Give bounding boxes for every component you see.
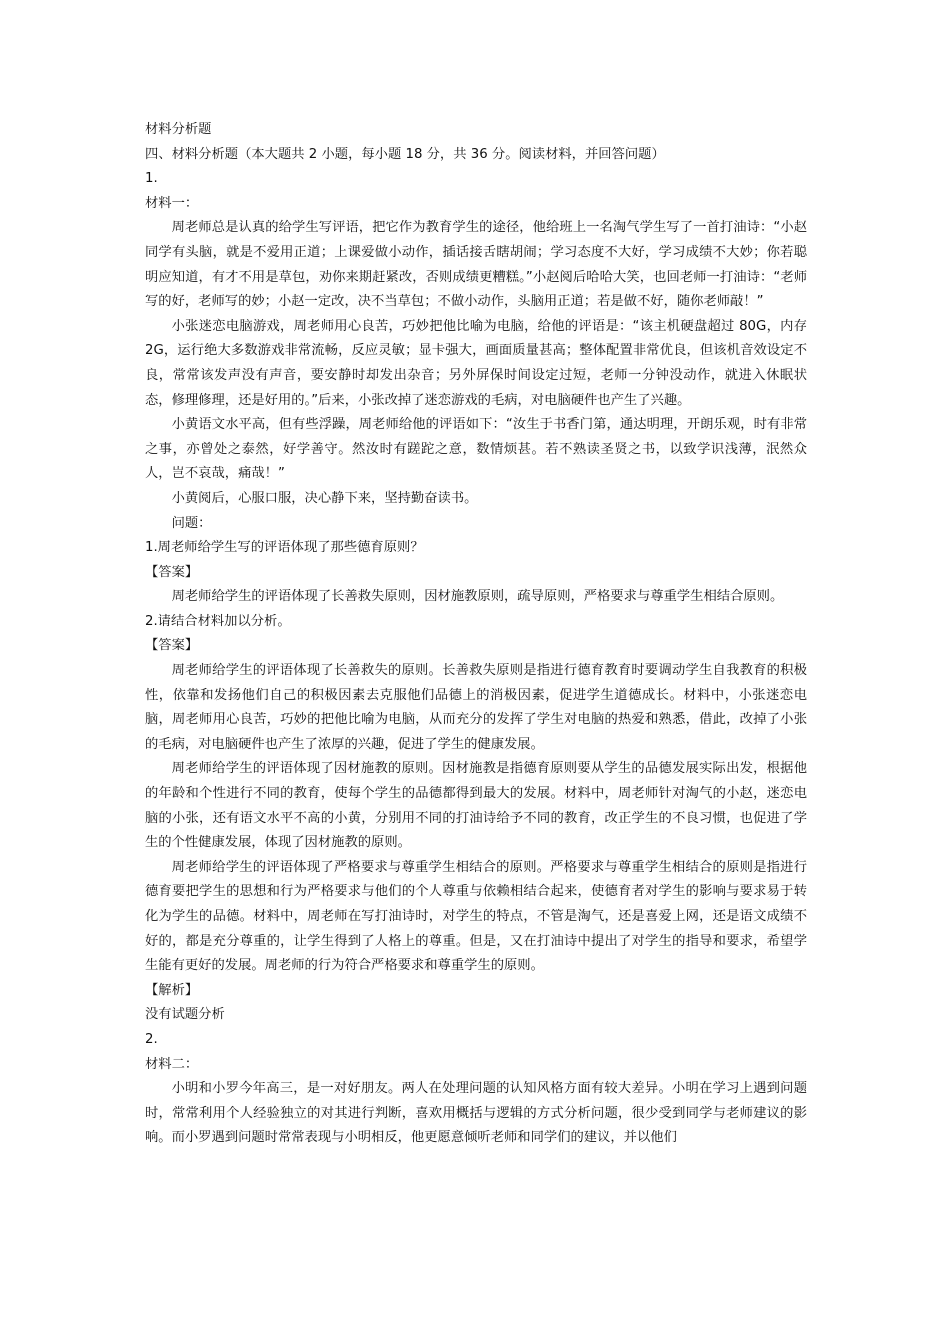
question-heading: 问题： — [171, 515, 212, 531]
analysis-text: 没有试题分析 — [145, 1007, 225, 1023]
document-body — [145, 118, 807, 1151]
material-1-paragraph: 周老师总是认真的给学生写评语，把它作为教育学生的途径，他给班上一名淘气学生写了一首打油诗：“小赵同学有头脑，就是不爱用正道；上课爱做小动作，插话接舌瞎胡闹；学习态度不大好，学习成绩不大妙；你若聪明应知道，有才不用是草包，劝你来期赶紧改，否则成绩更糟糕。”小赵阅后哈哈大笑，也回老师一打油诗：“老师写的好，老师写的妙；小赵一定改，决不当草包；不做小动作，头脑用正道；若是做不好，随你老师敲！” — [145, 220, 807, 310]
question-1-number: 1. — [145, 171, 158, 187]
sub-question-1: 1.周老师给学生写的评语体现了那些德育原则？ — [145, 540, 424, 556]
section-title: 材料分析题 — [145, 122, 212, 137]
answer-paragraph: 周老师给学生的评语体现了因材施教的原则。因材施教是指德育原则要从学生的品德发展实际出发，根据他的年龄和个性进行不同的教育，使每个学生的品德都得到最大的发展。材料中，周老师针对淘气的小赵，迷恋电脑的小张，还有语文水平不高的小黄，分别用不同的打油诗给予不同的教育，改正学生的不良习惯，也促进了学生的个性健康发展，体现了因材施教的原则。 — [145, 761, 807, 851]
answer-paragraph: 周老师给学生的评语体现了严格要求与尊重学生相结合的原则。严格要求与尊重学生相结合的原则是指进行德育要把学生的思想和行为严格要求与他们的个人尊重与依赖相结合起来，使德育者对学生的影响与要求易于转化为学生的品德。材料中，周老师在写打油诗时，对学生的特点，不管是淘气，还是喜爱上网，还是语文成绩不好的，都是充分尊重的，让学生得到了人格上的尊重。但是，又在打油诗中提出了对学生的指导和要求，希望学生能有更好的发展。周老师的行为符合严格要求和尊重学生的原则。 — [145, 859, 807, 974]
section-header: 四、材料分析题（本大题共 2 小题，每小题 18 分，共 36 分。阅读材料，并回答问题） — [145, 146, 665, 162]
answer-label: 【答案】 — [145, 564, 199, 580]
material-1-label: 材料一： — [145, 195, 199, 211]
material-2-paragraph: 小明和小罗今年高三，是一对好朋友。两人在处理问题的认知风格方面有较大差异。小明在学习上遇到问题时，常常利用个人经验独立的对其进行判断，喜欢用概括与逻辑的方式分析问题，很少受到同学与老师建议的影响。而小罗遇到问题时常常表现与小明相反，他更愿意倾听老师和同学们的建议，并以他们 — [145, 1081, 807, 1146]
material-2-label: 材料二： — [145, 1056, 199, 1072]
analysis-label: 【解析】 — [145, 982, 199, 998]
material-1-paragraph: 小黄语文水平高，但有些浮躁，周老师给他的评语如下：“汝生于书香门第，通达明理，开朗乐观，时有非常之事，亦曾处之泰然，好学善守。然汝时有蹉跎之意，数情烦甚。若不熟读圣贤之书，以致学识浅薄，泯然众人，岂不哀哉，痛哉！” — [145, 417, 807, 482]
material-1-paragraph: 小张迷恋电脑游戏，周老师用心良苦，巧妙把他比喻为电脑，给他的评语是：“该主机硬盘超过 80G，内存 2G，运行绝大多数游戏非常流畅，反应灵敏；显卡强大，画面质量甚高；整体配置非常优良，但该机音效设定不良，常常该发声没有声音，要安静时却发出杂音；另外屏保时间设定过短，老师一分钟没动作，就进入休眠状态，修理修理，还是好用的。”后来，小张改掉了迷恋游戏的毛病，对电脑硬件也产生了兴趣。 — [145, 318, 807, 408]
question-2-number: 2. — [145, 1031, 158, 1047]
answer-label: 【答案】 — [145, 638, 199, 654]
material-1-paragraph: 小黄阅后，心服口服，决心静下来，坚持勤奋读书。 — [171, 490, 478, 506]
answer-paragraph: 周老师给学生的评语体现了长善救失的原则。长善救失原则是指进行德育教育时要调动学生自我教育的积极性，依靠和发扬他们自己的积极因素去克服他们品德上的消极因素，促进学生道德成长。材料中，小张迷恋电脑，周老师用心良苦，巧妙的把他比喻为电脑，从而充分的发挥了学生对电脑的热爱和熟悉，借此，改掉了小张的毛病，对电脑硬件也产生了浓厚的兴趣，促进了学生的健康发展。 — [145, 663, 807, 752]
sub-question-2: 2.请结合材料加以分析。 — [145, 613, 291, 629]
answer-paragraph: 周老师给学生的评语体现了长善救失原则，因材施教原则，疏导原则，严格要求与尊重学生相结合原则。 — [171, 589, 784, 605]
